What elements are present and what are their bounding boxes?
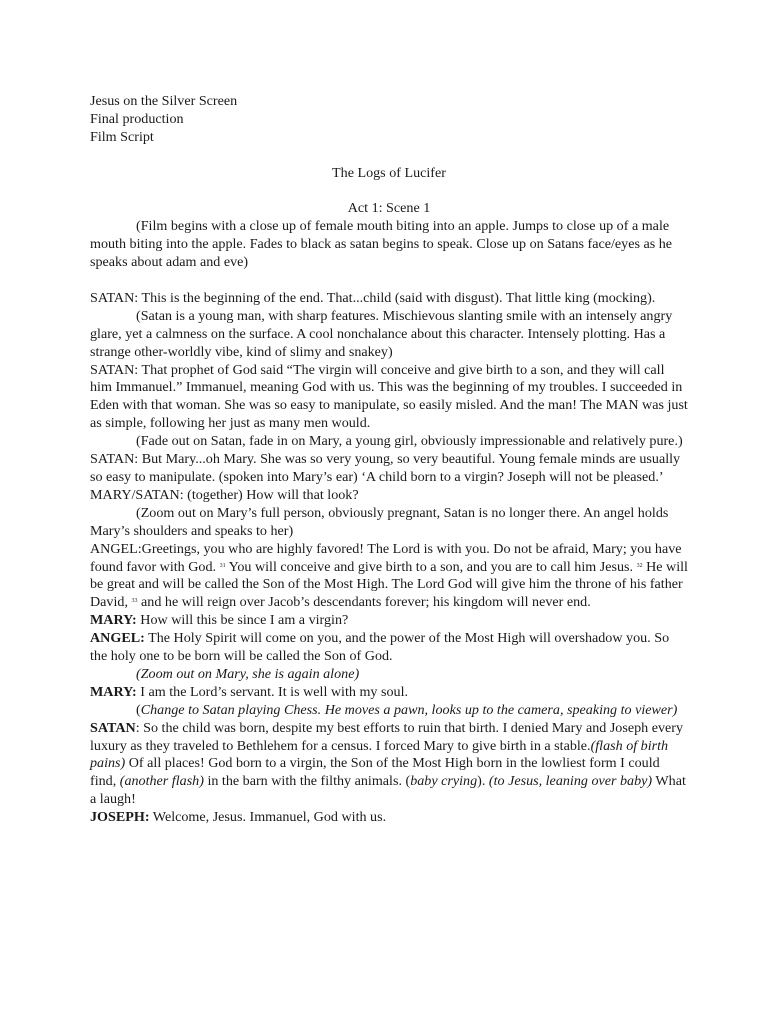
speaker-name: JOSEPH:: [90, 809, 150, 826]
stage-direction-satan-description: (Satan is a young man, with sharp features. Mischievous slanting smile with an intensely angry glare, yet a calmness on the surface. A cool nonchalance about this character. Intensely plotting. Has a strange other-worldly vibe, kind of slimy and snakey): [90, 307, 673, 360]
verse-number: 33: [131, 598, 138, 605]
dialogue-text: : So the child was born, despite my best efforts to ruin that birth. I denied Mary and Joseph every luxury as they traveled to Bethlehem for a census. I forced Mary to give birth in a stable.: [90, 719, 684, 754]
dialogue-satan-2: SATAN: That prophet of God said “The virgin will conceive and give birth to a son, and they will call him Immanuel.” Immanuel, meaning God with us. This was the beginning of my troubles. I succeeded in Eden with that woman. She was so easy to manipulate, so easily misled. And the man! The MAN was just as simple, following her just as many men would.: [90, 361, 688, 432]
stage-direction-mary-alone: (Zoom out on Mary, she is again alone): [136, 665, 360, 682]
inline-direction: baby crying: [410, 773, 478, 790]
dialogue-joseph: [90, 809, 688, 827]
script-page: [90, 93, 688, 827]
dialogue-text: What a laugh!: [90, 773, 686, 808]
dialogue-text: ).: [477, 773, 489, 790]
dialogue-text: Welcome, Jesus. Immanuel, God with us.: [149, 809, 387, 826]
angel-text-c: He will be great and will be called the Son of the Most High. The Lord God will give him the throne of his father David,: [90, 558, 688, 611]
scene-heading: Act 1: Scene 1: [347, 200, 431, 217]
course-title: Jesus on the Silver Screen: [90, 93, 238, 109]
inline-direction: (flash of birth pains): [90, 737, 669, 772]
stage-direction-mary-intro: (Fade out on Satan, fade in on Mary, a young girl, obviously impressionable and relatively pure.): [136, 433, 683, 450]
verse-number: 32: [636, 562, 643, 569]
dialogue-mary-2: [90, 684, 688, 702]
dialogue-text: The Holy Spirit will come on you, and the power of the Most High will overshadow you. So the holy one to be born will be called the Son of God.: [90, 630, 670, 665]
dialogue-angel-1: [90, 541, 688, 613]
speaker-name: MARY:: [90, 612, 137, 629]
angel-text-d: and he will reign over Jacob’s descendants forever; his kingdom will never end.: [137, 594, 591, 611]
inline-direction: (to Jesus, leaning over baby): [488, 773, 653, 790]
stage-direction-angel-intro: (Zoom out on Mary’s full person, obviously pregnant, Satan is no longer there. An angel holds Mary’s shoulders and speaks to her): [90, 504, 669, 539]
dialogue-satan-3: SATAN: But Mary...oh Mary. She was so very young, so very beautiful. Young female minds are usually so easy to manipulate. (spoken into Mary’s ear) ‘A child born to a virgin? Joseph will not be pleased.’: [90, 451, 681, 485]
spacer: [90, 147, 688, 165]
dialogue-text: Of all places! God born to a virgin, the Son of the Most High born in the lowliest form I could find,: [90, 755, 660, 790]
speaker-name: MARY:: [90, 683, 137, 700]
dialogue-satan-4: [90, 720, 688, 810]
angel-text-a: ANGEL:Greetings, you who are highly favored! The Lord is with you. Do not be afraid, Mary; you have found favor with God.: [90, 540, 682, 575]
dialogue-angel-2: [90, 630, 688, 666]
dialogue-text: I am the Lord’s servant. It is well with my soul.: [136, 683, 409, 700]
verse-number: 31: [219, 562, 226, 569]
assignment-type: Final production: [90, 110, 184, 127]
stage-direction-opening: (Film begins with a close up of female mouth biting into an apple. Jumps to close up of a male mouth biting into the apple. Fades to black as satan begins to speak. Close up on Satans face/eyes as he speaks about adam and eve): [90, 218, 673, 271]
dialogue-mary-satan: MARY/SATAN: (together) How will that look?: [90, 486, 359, 503]
dialogue-text: How will this be since I am a virgin?: [136, 612, 349, 629]
dialogue-satan-1: SATAN: This is the beginning of the end. That...child (said with disgust). That little king (mocking).: [90, 289, 656, 306]
inline-direction: (another flash): [119, 773, 204, 790]
paren: (: [136, 701, 141, 718]
dialogue-text: in the barn with the filthy animals. (: [203, 773, 411, 790]
document-kind: Film Script: [90, 128, 154, 145]
spacer: [90, 272, 688, 290]
dialogue-mary-1: [90, 612, 688, 630]
speaker-name: SATAN: [90, 719, 136, 736]
spacer: [90, 183, 688, 201]
direction-text: Change to Satan playing Chess. He moves a pawn, looks up to the camera, speaking to viewer): [140, 701, 678, 718]
angel-text-b: You will conceive and give birth to a son, and you are to call him Jesus.: [225, 558, 637, 575]
stage-direction-chess: [90, 702, 688, 720]
script-title: The Logs of Lucifer: [332, 164, 446, 181]
speaker-name: ANGEL:: [90, 630, 145, 647]
